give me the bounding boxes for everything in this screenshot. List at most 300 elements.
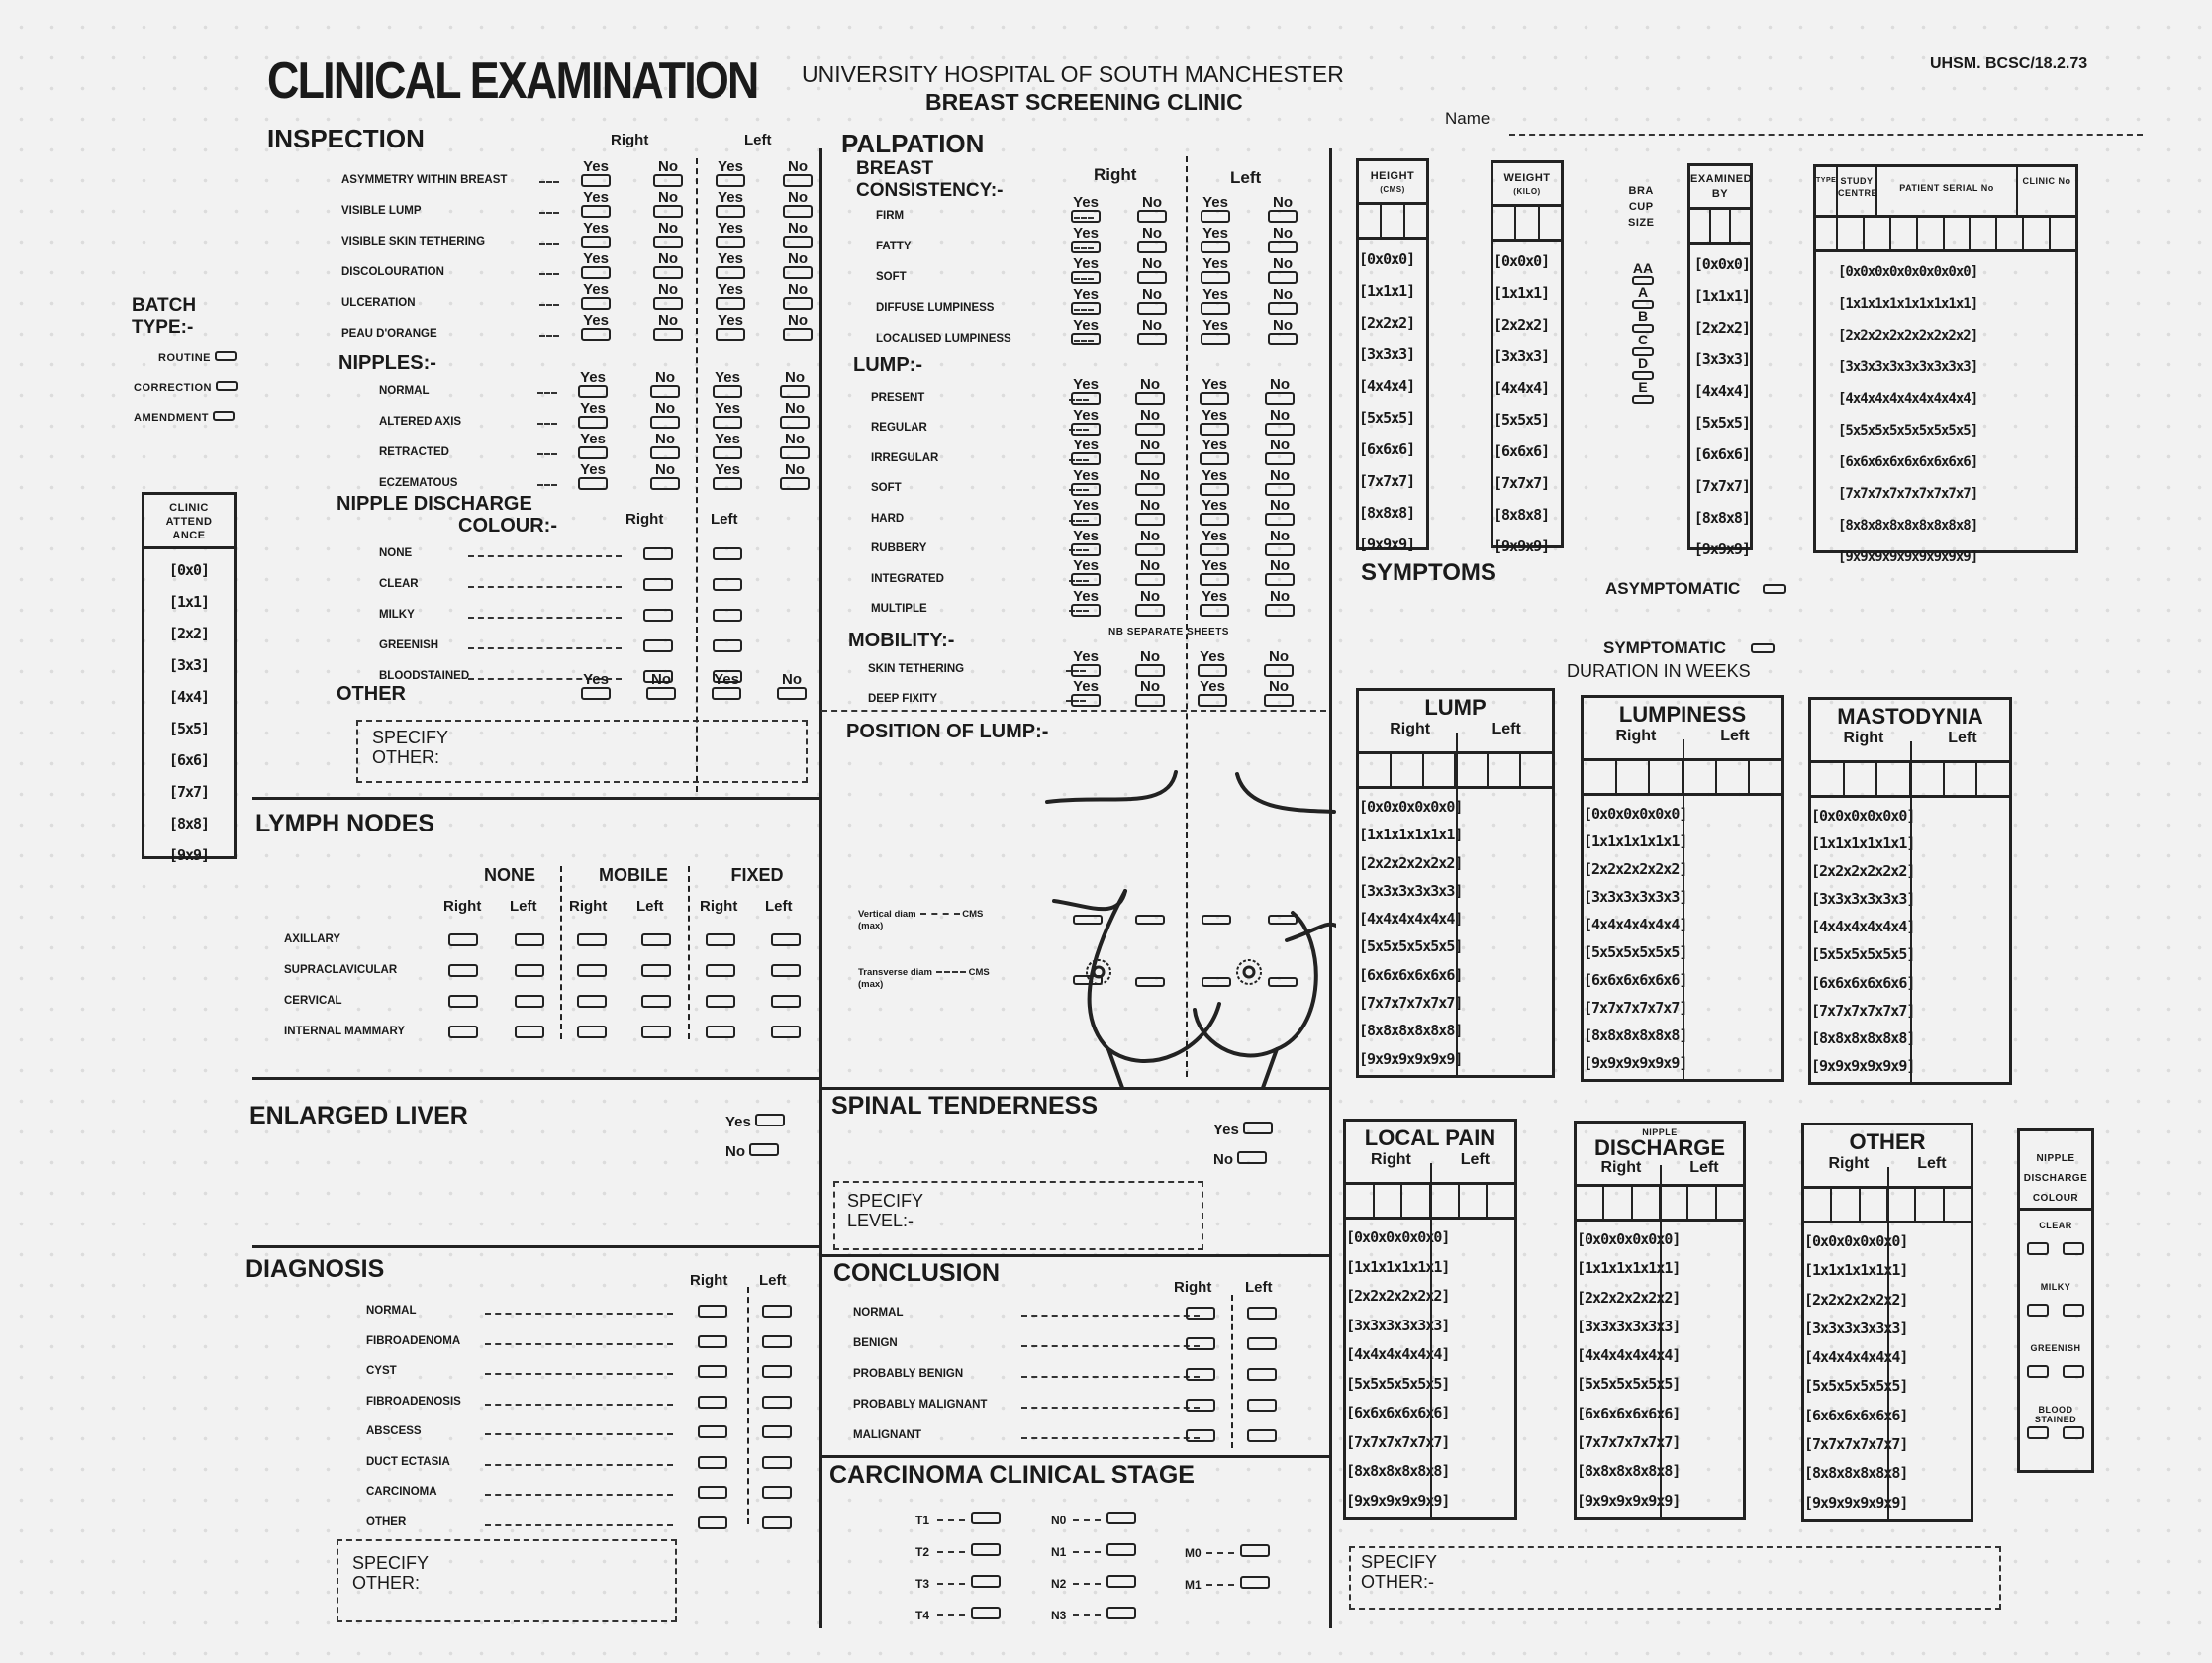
left-no-checkbox[interactable]: No	[1266, 196, 1299, 226]
left-no-checkbox[interactable]: No	[781, 160, 815, 190]
entry-cell[interactable]	[1861, 1189, 1888, 1221]
checkbox-box[interactable]	[1071, 210, 1101, 223]
digit-row[interactable]: [8x8x8]	[1493, 506, 1550, 524]
checkbox-box[interactable]	[1135, 483, 1165, 496]
digit-row[interactable]: [3x3x3x3x3x3]	[1359, 881, 1463, 900]
left-yes-checkbox[interactable]: Yes	[1198, 530, 1231, 559]
colour-left-checkbox[interactable]	[2063, 1304, 2084, 1317]
discharge-right-checkbox[interactable]	[643, 547, 673, 560]
checkbox-box[interactable]	[1200, 573, 1229, 586]
left-no-checkbox[interactable]: No	[778, 402, 812, 432]
left-yes-checkbox[interactable]: Yes	[711, 371, 744, 401]
name-field[interactable]	[1509, 126, 2143, 136]
checkbox-box[interactable]	[1265, 604, 1295, 617]
checkbox-box[interactable]	[1137, 302, 1167, 315]
left-no-checkbox[interactable]: No	[1263, 378, 1297, 408]
right-no-checkbox[interactable]: No	[1135, 319, 1169, 348]
checkbox-box[interactable]	[1071, 604, 1101, 617]
left-yes-checkbox[interactable]: Yes	[1199, 288, 1232, 318]
digit-row[interactable]: [0x0]	[168, 561, 210, 579]
entry-cell[interactable]	[1604, 1187, 1632, 1219]
checkbox-box[interactable]	[783, 297, 813, 310]
checkbox-box[interactable]	[1200, 513, 1229, 526]
stage-option[interactable]: T2	[915, 1543, 1001, 1575]
discharge-right-checkbox[interactable]	[643, 578, 673, 591]
right-checkbox[interactable]	[698, 1305, 727, 1318]
lymph-checkbox[interactable]	[515, 995, 544, 1008]
digit-row[interactable]: [1x1x1]	[1493, 284, 1550, 302]
digit-row[interactable]: [1x1]	[168, 593, 210, 611]
digit-row[interactable]: [4x4x4]	[1493, 379, 1550, 397]
entry-cell[interactable]	[1804, 1189, 1832, 1221]
digit-row[interactable]: [1x1x1x1x1x1]	[1584, 832, 1687, 850]
entry-cell[interactable]	[1584, 761, 1617, 793]
right-no-checkbox[interactable]: No	[648, 433, 682, 462]
left-no-checkbox[interactable]: No	[1263, 530, 1297, 559]
right-yes-checkbox[interactable]: Yes	[579, 222, 613, 251]
checkbox-box[interactable]	[653, 328, 683, 341]
checkbox-box[interactable]	[716, 236, 745, 248]
right-yes-checkbox[interactable]: Yes	[1069, 378, 1103, 408]
right-no-checkbox[interactable]: No	[1133, 469, 1167, 499]
specify-other-symptoms-field[interactable]: SPECIFY OTHER:-	[1349, 1546, 2001, 1610]
checkbox-box[interactable]	[1200, 543, 1229, 556]
digit-row[interactable]: [5x5x5x5x5x5x5x5x5]	[1838, 423, 1978, 439]
right-yes-checkbox[interactable]: Yes	[1069, 530, 1103, 559]
checkbox-box[interactable]	[1071, 513, 1101, 526]
right-yes-checkbox[interactable]: Yes	[579, 283, 613, 313]
right-yes-checkbox[interactable]: Yes	[576, 371, 610, 401]
digit-row[interactable]: [5x5x5x5x5x5]	[1577, 1375, 1681, 1394]
lymph-checkbox[interactable]	[706, 964, 735, 977]
stage-option[interactable]: T4	[915, 1607, 1001, 1638]
checkbox-box[interactable]	[1200, 604, 1229, 617]
digit-row[interactable]: [2x2x2]	[1693, 319, 1750, 337]
checkbox-box[interactable]	[1264, 664, 1294, 677]
checkbox-box[interactable]	[1071, 694, 1101, 707]
stage-checkbox[interactable]	[971, 1543, 1001, 1556]
stage-checkbox[interactable]	[1106, 1607, 1136, 1619]
digit-row[interactable]: [1x1x1x1x1x1x1x1x1]	[1838, 296, 1978, 312]
liver-no[interactable]: No	[725, 1143, 779, 1160]
right-yes-checkbox[interactable]: Yes	[1069, 650, 1103, 680]
discharge-left-checkbox[interactable]	[713, 609, 742, 622]
left-yes-checkbox[interactable]: Yes	[711, 463, 744, 493]
lymph-checkbox[interactable]	[515, 964, 544, 977]
digit-row[interactable]: [4x4x4x4x4x4]	[1346, 1345, 1450, 1363]
lymph-checkbox[interactable]	[706, 933, 735, 946]
left-yes-checkbox[interactable]: Yes	[1196, 650, 1229, 680]
entry-cell[interactable]	[1359, 754, 1392, 786]
lymph-checkbox[interactable]	[577, 964, 607, 977]
right-yes-checkbox[interactable]: Yes	[1069, 257, 1103, 287]
digit-row[interactable]: [4x4]	[168, 688, 210, 706]
right-no-checkbox[interactable]: No	[1133, 530, 1167, 559]
symptomatic-option[interactable]: SYMPTOMATIC	[1603, 638, 1775, 658]
checkbox-box[interactable]	[1265, 513, 1295, 526]
digit-row[interactable]: [7x7x7x7x7x7]	[1577, 1433, 1681, 1452]
lymph-checkbox[interactable]	[448, 1026, 478, 1038]
right-yes-checkbox[interactable]: Yes	[576, 402, 610, 432]
digit-row[interactable]: [7x7x7x7x7x7]	[1811, 1001, 1915, 1020]
left-no-checkbox[interactable]: No	[781, 283, 815, 313]
digit-row[interactable]: [0x0x0x0x0x0]	[1804, 1232, 1908, 1250]
checkbox-box[interactable]	[650, 385, 680, 398]
digit-row[interactable]: [5x5x5x5x5x5]	[1804, 1377, 1908, 1396]
digit-row[interactable]: [8x8x8x8x8x8]	[1584, 1027, 1687, 1044]
lymph-checkbox[interactable]	[448, 964, 478, 977]
specify-other-inspection-field[interactable]: SPECIFY OTHER:	[356, 720, 808, 783]
right-yes-checkbox[interactable]: Yes	[579, 314, 613, 343]
checkbox-box[interactable]	[1071, 271, 1101, 284]
checkbox-box[interactable]	[1268, 302, 1298, 315]
checkbox-box[interactable]	[1265, 423, 1295, 436]
right-yes-checkbox[interactable]: Yes	[1069, 590, 1103, 620]
checkbox-box[interactable]	[1135, 513, 1165, 526]
checkbox-box[interactable]	[578, 416, 608, 429]
other-right-no[interactable]: No	[644, 673, 678, 703]
entry-cell[interactable]	[1977, 763, 2009, 795]
lymph-checkbox[interactable]	[577, 1026, 607, 1038]
entry-cell[interactable]	[1945, 1189, 1971, 1221]
checkbox-box[interactable]	[1135, 664, 1165, 677]
checkbox-box[interactable]	[1264, 694, 1294, 707]
stage-option[interactable]: M1	[1185, 1576, 1270, 1608]
entry-cell[interactable]	[1832, 1189, 1860, 1221]
digit-row[interactable]: [7x7x7x7x7x7x7x7x7]	[1838, 486, 1978, 502]
digit-row[interactable]: [8x8x8x8x8x8]	[1804, 1464, 1908, 1483]
digit-row[interactable]: [3x3x3]	[1693, 350, 1750, 368]
digit-row[interactable]: [0x0x0x0x0x0]	[1359, 798, 1463, 816]
digit-row[interactable]: [5x5x5x5x5x5]	[1346, 1374, 1450, 1393]
right-checkbox[interactable]	[1186, 1337, 1215, 1350]
checkbox-box[interactable]	[581, 266, 611, 279]
spinal-no[interactable]: No	[1213, 1151, 1267, 1168]
lymph-checkbox[interactable]	[448, 995, 478, 1008]
entry-cell[interactable]	[1911, 763, 1945, 795]
bra-size-option[interactable]: B	[1623, 310, 1663, 334]
left-yes-checkbox[interactable]: Yes	[1198, 409, 1231, 439]
right-checkbox[interactable]	[1186, 1307, 1215, 1320]
checkbox-box[interactable]	[1265, 452, 1295, 465]
digit-row[interactable]: [3x3x3x3x3x3x3x3x3]	[1838, 359, 1978, 375]
left-checkbox[interactable]	[1247, 1337, 1277, 1350]
checkbox-box[interactable]	[1071, 423, 1101, 436]
digit-row[interactable]: [4x4x4]	[1359, 377, 1415, 395]
stage-checkbox[interactable]	[971, 1607, 1001, 1619]
digit-row[interactable]: [0x0x0x0x0x0]	[1811, 807, 1915, 825]
lymph-checkbox[interactable]	[771, 995, 801, 1008]
left-no-checkbox[interactable]: No	[1262, 650, 1296, 680]
checkbox-box[interactable]	[1135, 694, 1165, 707]
digit-row[interactable]: [3x3x3x3x3x3]	[1811, 890, 1915, 909]
left-no-checkbox[interactable]: No	[1262, 680, 1296, 710]
right-no-checkbox[interactable]: No	[1133, 499, 1167, 529]
digit-row[interactable]: [6x6x6x6x6x6x6x6x6]	[1838, 454, 1978, 470]
checkbox-box[interactable]	[581, 297, 611, 310]
colour-left-checkbox[interactable]	[2063, 1365, 2084, 1378]
digit-row[interactable]: [6x6x6x6x6x6]	[1584, 971, 1687, 989]
left-no-checkbox[interactable]: No	[778, 463, 812, 493]
checkbox-box[interactable]	[1201, 302, 1230, 315]
checkbox-box[interactable]	[1200, 483, 1229, 496]
entry-cell[interactable]	[1456, 754, 1489, 786]
digit-row[interactable]: [0x0x0x0x0x0]	[1346, 1228, 1450, 1246]
left-yes-checkbox[interactable]: Yes	[1198, 378, 1231, 408]
stage-option[interactable]: N0	[1051, 1512, 1136, 1543]
digit-row[interactable]: [8x8x8]	[1359, 504, 1415, 522]
digit-row[interactable]: [9x9x9]	[1493, 538, 1550, 555]
lymph-checkbox[interactable]	[771, 933, 801, 946]
discharge-right-checkbox[interactable]	[643, 609, 673, 622]
bra-size-option[interactable]: D	[1623, 357, 1663, 381]
right-no-checkbox[interactable]: No	[1133, 680, 1167, 710]
right-no-checkbox[interactable]: No	[1135, 257, 1169, 287]
right-checkbox[interactable]	[698, 1456, 727, 1469]
left-no-checkbox[interactable]: No	[1263, 439, 1297, 468]
digit-row[interactable]: [7x7x7]	[1493, 474, 1550, 492]
digit-row[interactable]: [8x8x8x8x8x8]	[1577, 1462, 1681, 1481]
left-yes-checkbox[interactable]: Yes	[1198, 499, 1231, 529]
digit-row[interactable]: [9x9x9x9x9x9]	[1584, 1054, 1687, 1072]
entry-cell[interactable]	[1424, 754, 1457, 786]
lymph-checkbox[interactable]	[706, 995, 735, 1008]
right-no-checkbox[interactable]: No	[648, 371, 682, 401]
entry-cell[interactable]	[1650, 761, 1683, 793]
checkbox-box[interactable]	[1200, 452, 1229, 465]
batch-routine[interactable]: ROUTINE	[134, 351, 238, 381]
checkbox-box[interactable]	[1200, 423, 1229, 436]
checkbox-box[interactable]	[1198, 664, 1227, 677]
right-checkbox[interactable]	[698, 1516, 727, 1529]
right-checkbox[interactable]	[698, 1396, 727, 1409]
entry-cell[interactable]	[1489, 754, 1521, 786]
digit-row[interactable]: [2x2x2x2x2x2]	[1359, 853, 1463, 872]
digit-row[interactable]: [2x2x2x2x2x2]	[1577, 1288, 1681, 1307]
right-checkbox[interactable]	[698, 1486, 727, 1499]
digit-row[interactable]: [0x0x0]	[1493, 252, 1550, 270]
digit-row[interactable]: [4x4x4]	[1693, 382, 1750, 400]
stage-option[interactable]: N1	[1051, 1543, 1136, 1575]
left-yes-checkbox[interactable]: Yes	[1198, 559, 1231, 589]
left-checkbox[interactable]	[1247, 1368, 1277, 1381]
checkbox-box[interactable]	[716, 266, 745, 279]
checkbox-box[interactable]	[716, 174, 745, 187]
digit-row[interactable]: [6x6x6]	[1693, 445, 1750, 463]
right-no-checkbox[interactable]: No	[1133, 590, 1167, 620]
digit-row[interactable]: [0x0x0]	[1359, 250, 1415, 268]
checkbox-box[interactable]	[1071, 573, 1101, 586]
checkbox-box[interactable]	[653, 266, 683, 279]
digit-row[interactable]: [4x4x4x4x4x4]	[1804, 1348, 1908, 1367]
entry-cell[interactable]	[1945, 763, 1978, 795]
left-yes-checkbox[interactable]: Yes	[714, 252, 747, 282]
left-no-checkbox[interactable]: No	[778, 433, 812, 462]
digit-row[interactable]: [5x5]	[168, 720, 210, 737]
checkbox-box[interactable]	[1135, 604, 1165, 617]
checkbox-box[interactable]	[783, 205, 813, 218]
right-yes-checkbox[interactable]: Yes	[1069, 288, 1103, 318]
left-no-checkbox[interactable]: No	[1266, 227, 1299, 256]
digit-row[interactable]: [0x0x0]	[1693, 255, 1750, 273]
right-yes-checkbox[interactable]: Yes	[1069, 499, 1103, 529]
digit-row[interactable]: [8x8]	[168, 815, 210, 832]
right-yes-checkbox[interactable]: Yes	[576, 433, 610, 462]
right-no-checkbox[interactable]: No	[651, 191, 685, 221]
checkbox-box[interactable]	[780, 385, 810, 398]
digit-row[interactable]: [6x6]	[168, 751, 210, 769]
discharge-right-checkbox[interactable]	[643, 639, 673, 652]
digit-row[interactable]: [8x8x8x8x8x8x8x8x8]	[1838, 518, 1978, 534]
left-yes-checkbox[interactable]: Yes	[1198, 439, 1231, 468]
left-checkbox[interactable]	[762, 1335, 792, 1348]
checkbox-box[interactable]	[1268, 271, 1298, 284]
left-no-checkbox[interactable]: No	[1263, 559, 1297, 589]
digit-row[interactable]: [2x2]	[168, 625, 210, 642]
other-left-yes[interactable]: Yes	[710, 673, 743, 703]
checkbox-box[interactable]	[783, 266, 813, 279]
digit-row[interactable]: [9x9x9x9x9x9]	[1811, 1056, 1915, 1075]
left-yes-checkbox[interactable]: Yes	[714, 222, 747, 251]
right-yes-checkbox[interactable]: Yes	[1069, 559, 1103, 589]
lymph-checkbox[interactable]	[515, 933, 544, 946]
lymph-checkbox[interactable]	[448, 933, 478, 946]
colour-right-checkbox[interactable]	[2027, 1426, 2049, 1439]
stage-option[interactable]: N3	[1051, 1607, 1136, 1638]
digit-row[interactable]: [8x8x8x8x8x8]	[1359, 1022, 1463, 1040]
digit-row[interactable]: [3x3x3x3x3x3]	[1577, 1317, 1681, 1335]
checkbox-box[interactable]	[581, 328, 611, 341]
checkbox-box[interactable]	[650, 446, 680, 459]
stage-option[interactable]: T1	[915, 1512, 1001, 1543]
checkbox-box[interactable]	[713, 416, 742, 429]
checkbox-box[interactable]	[1201, 210, 1230, 223]
specify-other-diagnosis-field[interactable]: SPECIFY OTHER:	[337, 1539, 677, 1622]
right-yes-checkbox[interactable]: Yes	[579, 160, 613, 190]
digit-row[interactable]: [6x6x6x6x6x6]	[1577, 1404, 1681, 1422]
entry-cell[interactable]	[1661, 1187, 1688, 1219]
lymph-checkbox[interactable]	[706, 1026, 735, 1038]
digit-row[interactable]: [3x3x3]	[1493, 347, 1550, 365]
left-checkbox[interactable]	[762, 1396, 792, 1409]
checkbox-box[interactable]	[650, 477, 680, 490]
digit-row[interactable]: [3x3x3x3x3x3]	[1804, 1319, 1908, 1337]
bra-size-option[interactable]: C	[1623, 334, 1663, 357]
checkbox-box[interactable]	[1265, 543, 1295, 556]
digit-row[interactable]: [4x4x4x4x4x4]	[1584, 916, 1687, 933]
discharge-left-checkbox[interactable]	[713, 547, 742, 560]
checkbox-box[interactable]	[780, 416, 810, 429]
right-no-checkbox[interactable]: No	[1133, 409, 1167, 439]
left-no-checkbox[interactable]: No	[781, 191, 815, 221]
right-yes-checkbox[interactable]: Yes	[1069, 409, 1103, 439]
left-yes-checkbox[interactable]: Yes	[1198, 469, 1231, 499]
right-checkbox[interactable]	[1186, 1368, 1215, 1381]
entry-cell[interactable]	[1888, 1189, 1916, 1221]
digit-row[interactable]: [3x3x3x3x3x3]	[1584, 888, 1687, 906]
right-no-checkbox[interactable]: No	[1133, 559, 1167, 589]
left-yes-checkbox[interactable]: Yes	[1198, 590, 1231, 620]
entry-cell[interactable]	[1811, 763, 1845, 795]
left-no-checkbox[interactable]: No	[1266, 319, 1299, 348]
lymph-checkbox[interactable]	[771, 1026, 801, 1038]
bra-size-option[interactable]: E	[1623, 381, 1663, 405]
checkbox-box[interactable]	[783, 328, 813, 341]
spinal-yes[interactable]: Yes	[1213, 1122, 1273, 1138]
lymph-checkbox[interactable]	[641, 964, 671, 977]
checkbox-box[interactable]	[581, 174, 611, 187]
digit-row[interactable]: [9x9x9x9x9x9x9x9x9]	[1838, 549, 1978, 565]
right-no-checkbox[interactable]: No	[1133, 650, 1167, 680]
checkbox-box[interactable]	[1135, 452, 1165, 465]
right-no-checkbox[interactable]: No	[1135, 196, 1169, 226]
right-no-checkbox[interactable]: No	[651, 160, 685, 190]
checkbox-box[interactable]	[1137, 333, 1167, 345]
checkbox-box[interactable]	[1071, 241, 1101, 253]
digit-row[interactable]: [6x6x6x6x6x6]	[1359, 965, 1463, 984]
checkbox-box[interactable]	[1071, 452, 1101, 465]
stage-option[interactable]: M0	[1185, 1544, 1270, 1576]
entry-cell[interactable]	[1431, 1185, 1460, 1217]
checkbox-box[interactable]	[1071, 483, 1101, 496]
right-no-checkbox[interactable]: No	[651, 283, 685, 313]
digit-row[interactable]: [7x7x7x7x7x7]	[1346, 1432, 1450, 1451]
checkbox-box[interactable]	[1198, 694, 1227, 707]
right-no-checkbox[interactable]: No	[1135, 288, 1169, 318]
colour-right-checkbox[interactable]	[2027, 1242, 2049, 1255]
checkbox[interactable]	[213, 411, 235, 421]
left-no-checkbox[interactable]: No	[1263, 469, 1297, 499]
digit-row[interactable]: [9x9x9x9x9x9]	[1359, 1049, 1463, 1068]
checkbox-box[interactable]	[581, 236, 611, 248]
digit-row[interactable]: [8x8x8x8x8x8]	[1346, 1462, 1450, 1480]
checkbox-box[interactable]	[1071, 392, 1101, 405]
left-no-checkbox[interactable]: No	[781, 314, 815, 343]
digit-row[interactable]: [6x6x6]	[1493, 442, 1550, 460]
checkbox-box[interactable]	[1071, 302, 1101, 315]
digit-row[interactable]: [9x9]	[168, 846, 210, 864]
digit-row[interactable]: [9x9x9x9x9x9]	[1804, 1493, 1908, 1512]
checkbox-box[interactable]	[716, 328, 745, 341]
checkbox-box[interactable]	[1137, 271, 1167, 284]
right-no-checkbox[interactable]: No	[1133, 439, 1167, 468]
lymph-checkbox[interactable]	[515, 1026, 544, 1038]
checkbox[interactable]	[215, 351, 237, 361]
checkbox-box[interactable]	[578, 385, 608, 398]
breast-diagram-icon[interactable]	[1000, 752, 1336, 1089]
checkbox-box[interactable]	[1265, 392, 1295, 405]
colour-left-checkbox[interactable]	[2063, 1242, 2084, 1255]
entry-cell[interactable]	[1845, 763, 1878, 795]
right-checkbox[interactable]	[1186, 1429, 1215, 1442]
right-no-checkbox[interactable]: No	[651, 252, 685, 282]
left-yes-checkbox[interactable]: Yes	[1199, 257, 1232, 287]
digit-row[interactable]: [7x7]	[168, 783, 210, 801]
stage-checkbox[interactable]	[1240, 1576, 1270, 1589]
checkbox-box[interactable]	[780, 477, 810, 490]
digit-row[interactable]: [3x3]	[168, 656, 210, 674]
right-yes-checkbox[interactable]: Yes	[1069, 469, 1103, 499]
entry-cell[interactable]	[1688, 1187, 1716, 1219]
left-checkbox[interactable]	[1247, 1399, 1277, 1412]
digit-row[interactable]: [7x7x7]	[1693, 477, 1750, 495]
digit-row[interactable]: [2x2x2]	[1493, 316, 1550, 334]
digit-row[interactable]: [5x5x5]	[1359, 409, 1415, 427]
digit-row[interactable]: [8x8x8]	[1693, 509, 1750, 527]
specify-level-field[interactable]: SPECIFY LEVEL:-	[833, 1181, 1203, 1250]
lymph-checkbox[interactable]	[577, 933, 607, 946]
checkbox-box[interactable]	[1268, 241, 1298, 253]
